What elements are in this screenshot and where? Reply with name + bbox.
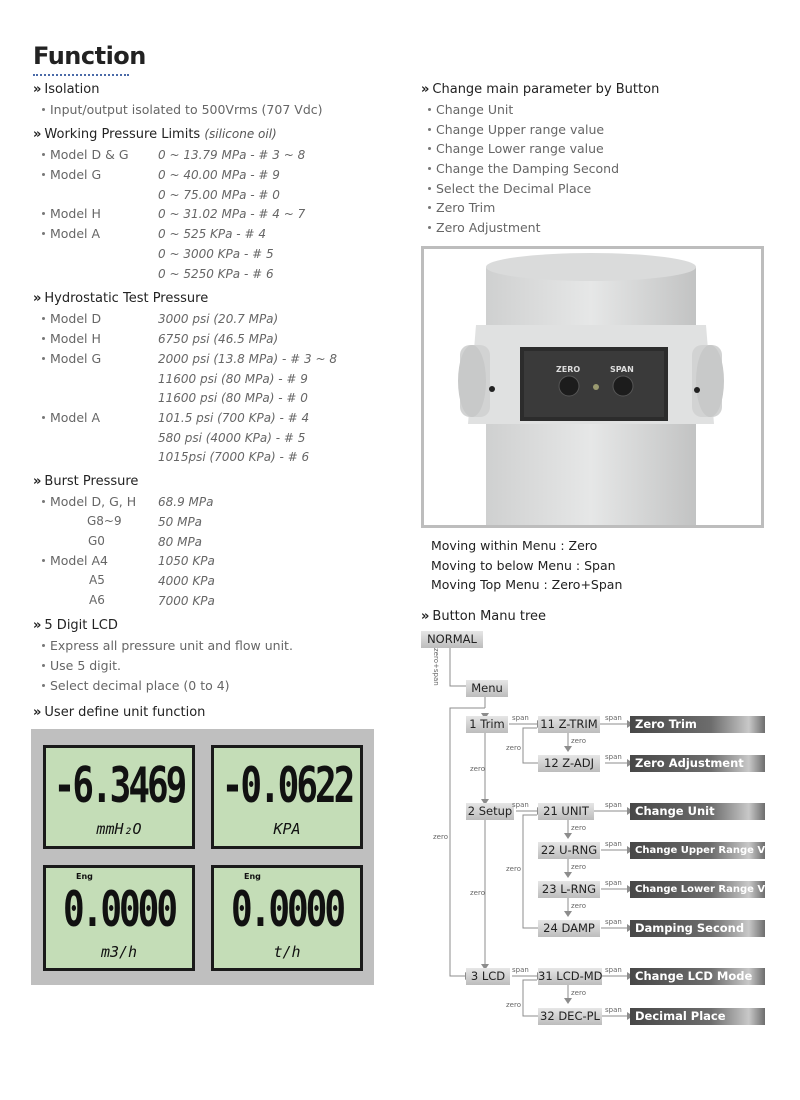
zero-label: zero (506, 865, 521, 873)
lcd-value: 0.0000 (62, 882, 176, 939)
span-label: span (605, 753, 622, 761)
span-label: span (605, 966, 622, 974)
lcd-display-panel (31, 729, 374, 985)
lcd-item: Use 5 digit. (42, 658, 121, 673)
ht-model: Model D (42, 311, 101, 326)
lcd-unit: KPA (273, 820, 301, 838)
span-label: span (512, 801, 529, 809)
bp-value: 80 MPa (158, 535, 203, 549)
wp-model: Model A (42, 226, 100, 241)
zero-label: zero (571, 737, 586, 745)
tree-node-setup: 2 Setup (467, 804, 513, 818)
wp-value: 0 ~ 13.79 MPa - # 3 ~ 8 (158, 148, 306, 162)
tree-result-decimal-place: Decimal Place (630, 1008, 765, 1025)
wp-value: 0 ~ 5250 KPa - # 6 (158, 267, 274, 281)
lcd-display (43, 745, 195, 849)
tree-node-decpl: 32 DEC-PL (538, 1008, 602, 1025)
zero-label: zero (433, 833, 448, 841)
lcd-unit: m3/h (100, 943, 138, 961)
span-button[interactable] (613, 376, 633, 396)
bp-submodel: A6 (89, 593, 105, 607)
bp-value: 68.9 MPa (158, 495, 214, 509)
menu-tree-heading: » Button Manu tree (421, 609, 547, 624)
tree-node-zadj: 12 Z-ADJ (538, 755, 600, 772)
working-pressure-heading: » Working Pressure Limits (silicone oil) (33, 127, 277, 142)
change-param-item: Change Unit (428, 102, 513, 117)
tree-node-normal: NORMAL (421, 631, 483, 648)
wp-model: Model H (42, 206, 101, 221)
lcd-display (211, 745, 363, 849)
span-label: span (605, 879, 622, 887)
zero-label: zero (506, 744, 521, 752)
bp-value: 1050 KPa (158, 554, 215, 568)
lcd-item: Select decimal place (0 to 4) (42, 678, 230, 693)
tree-result-change-unit: Change Unit (630, 803, 765, 820)
wp-model: Model G (42, 167, 101, 182)
span-label: span (605, 840, 622, 848)
bp-value: 7000 KPa (158, 594, 215, 608)
span-label: span (605, 918, 622, 926)
tree-result-change-upper-range: Change Upper Range Value (630, 842, 765, 859)
lcd-unit: t/h (273, 943, 301, 961)
ht-model: Model H (42, 331, 101, 346)
ht-value: 580 psi (4000 KPa) - # 5 (158, 431, 306, 445)
span-label: span (605, 714, 622, 722)
tree-result-zero-adjustment: Zero Adjustment (630, 755, 765, 772)
change-param-item: Change the Damping Second (428, 161, 619, 176)
user-unit-heading: » User define unit function (33, 705, 206, 720)
span-button-label: SPAN (610, 365, 634, 374)
span-label: span (605, 801, 622, 809)
zero-label: zero (571, 989, 586, 997)
wp-value: 0 ~ 525 KPa - # 4 (158, 227, 266, 241)
lcd-display (43, 865, 195, 971)
wp-value: 0 ~ 40.00 MPa - # 9 (158, 168, 280, 182)
lcd-item: Express all pressure unit and flow unit. (42, 638, 293, 653)
tree-node-ztrim: 11 Z-TRIM (538, 716, 600, 733)
bp-submodel: A5 (89, 573, 105, 587)
bp-submodel: G0 (88, 534, 105, 548)
tree-node-lrng: 23 L-RNG (538, 881, 600, 898)
lcd-eng-indicator: Eng (76, 872, 93, 881)
zero-label: zero (506, 1001, 521, 1009)
change-param-item: Select the Decimal Place (428, 181, 591, 196)
lcd-heading: » 5 Digit LCD (33, 618, 118, 633)
ht-value: 2000 psi (13.8 MPa) - # 3 ~ 8 (158, 352, 337, 366)
lcd-unit: mmH₂O (96, 820, 142, 838)
tree-node-trim: 1 Trim (466, 716, 508, 733)
lcd-value: -6.3469 (53, 758, 185, 815)
bp-submodel: G8~9 (87, 514, 122, 528)
lcd-value: 0.0000 (230, 882, 344, 939)
ht-model: Model G (42, 351, 101, 366)
span-label: span (512, 966, 529, 974)
isolation-heading: » Isolation (33, 82, 100, 97)
page-title: Function (33, 42, 146, 70)
lcd-eng-indicator: Eng (244, 872, 261, 881)
change-param-heading: » Change main parameter by Button (421, 82, 660, 97)
zero-span-label: zero+span (432, 648, 440, 686)
bp-model: Model D, G, H (42, 494, 136, 509)
tree-result-change-lcd-mode: Change LCD Mode (630, 968, 765, 985)
span-label: span (605, 1006, 622, 1014)
moving-within-menu: Moving within Menu : Zero (431, 538, 598, 553)
change-param-item: Zero Trim (428, 200, 495, 215)
ht-value: 1015psi (7000 KPa) - # 6 (158, 450, 310, 464)
tree-result-damping-second: Damping Second (630, 920, 765, 937)
ht-model: Model A (42, 410, 100, 425)
zero-label: zero (571, 824, 586, 832)
change-param-item: Change Lower range value (428, 141, 604, 156)
zero-label: zero (571, 863, 586, 871)
tree-node-unit: 21 UNIT (538, 803, 594, 820)
title-underline (33, 74, 129, 76)
change-param-item: Change Upper range value (428, 122, 604, 137)
bp-value: 4000 KPa (158, 574, 215, 588)
lcd-value: -0.0622 (221, 758, 353, 815)
ht-value: 3000 psi (20.7 MPa) (158, 312, 279, 326)
tree-node-menu: Menu (466, 680, 508, 697)
tree-result-zero-trim: Zero Trim (630, 716, 765, 733)
bp-model: Model A4 (42, 553, 108, 568)
burst-heading: » Burst Pressure (33, 474, 139, 489)
ht-value: 101.5 psi (700 KPa) - # 4 (158, 411, 310, 425)
bp-value: 50 MPa (158, 515, 203, 529)
tree-node-lcdmd: 31 LCD-MD (538, 969, 603, 983)
lcd-display (211, 865, 363, 971)
tree-node-damp: 24 DAMP (538, 920, 600, 937)
zero-label: zero (571, 902, 586, 910)
tree-node-lcd: 3 LCD (466, 968, 510, 985)
wp-value: 0 ~ 3000 KPa - # 5 (158, 247, 274, 261)
zero-label: zero (470, 889, 485, 897)
hydrostatic-heading: » Hydrostatic Test Pressure (33, 291, 209, 306)
transmitter-photo (421, 246, 764, 528)
ht-value: 6750 psi (46.5 MPa) (158, 332, 279, 346)
zero-label: zero (470, 765, 485, 773)
ht-value: 11600 psi (80 MPa) - # 0 (158, 391, 308, 405)
zero-button[interactable] (559, 376, 579, 396)
span-label: span (512, 714, 529, 722)
wp-value: 0 ~ 31.02 MPa - # 4 ~ 7 (158, 207, 306, 221)
led-indicator (593, 384, 599, 390)
isolation-item: Input/output isolated to 500Vrms (707 Vdc) (42, 102, 323, 117)
tree-result-change-lower-range: Change Lower Range Value (630, 881, 765, 898)
ht-value: 11600 psi (80 MPa) - # 9 (158, 372, 308, 386)
wp-value: 0 ~ 75.00 MPa - # 0 (158, 188, 280, 202)
zero-button-label: ZERO (556, 365, 581, 374)
transmitter-illustration (424, 249, 761, 525)
wp-model: Model D & G (42, 147, 129, 162)
moving-top-menu: Moving Top Menu : Zero+Span (431, 577, 623, 592)
change-param-item: Zero Adjustment (428, 220, 541, 235)
tree-node-urng: 22 U-RNG (538, 842, 600, 859)
moving-below-menu: Moving to below Menu : Span (431, 558, 616, 573)
